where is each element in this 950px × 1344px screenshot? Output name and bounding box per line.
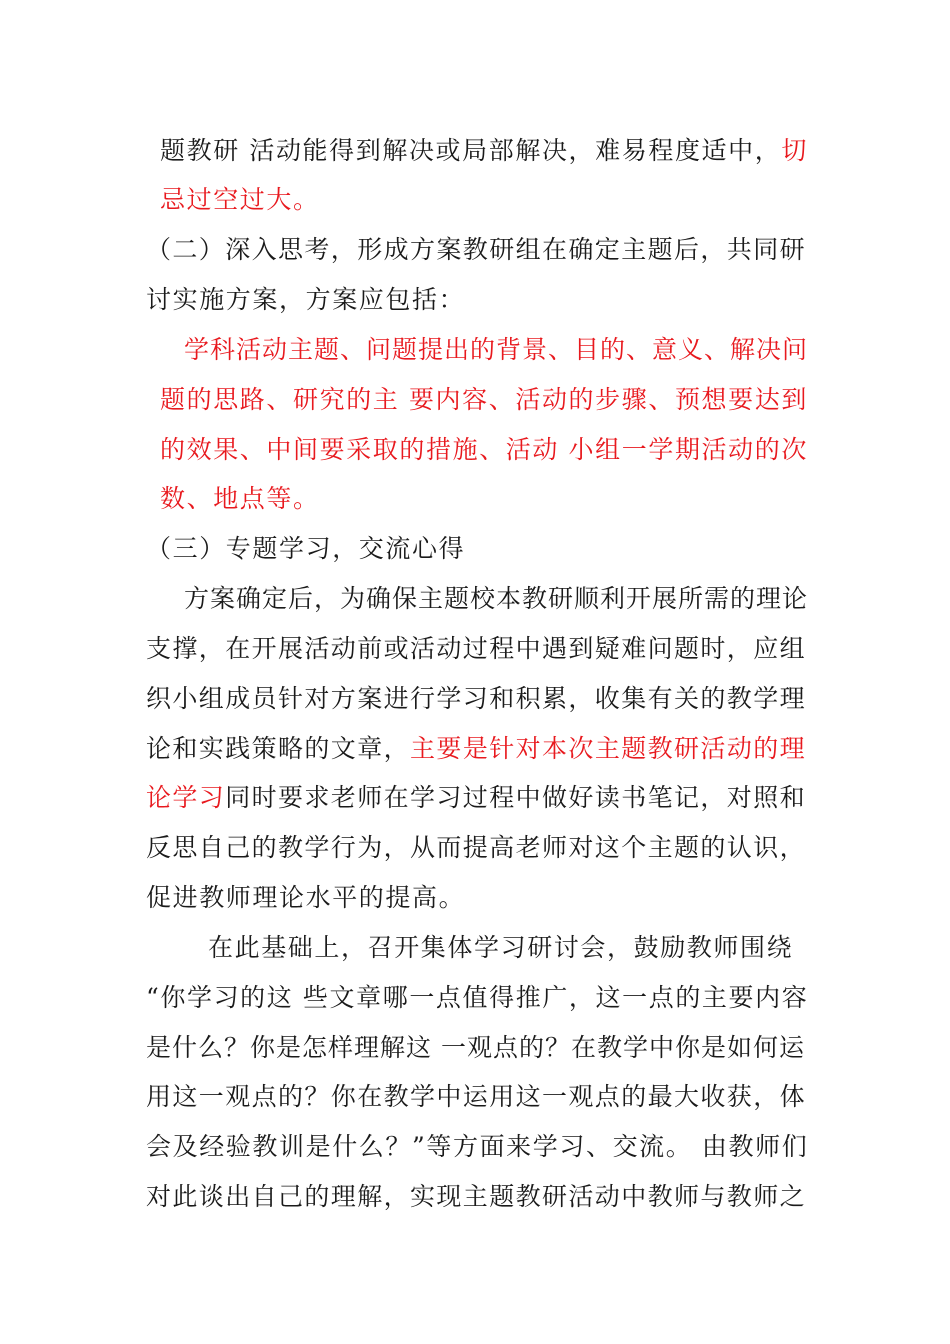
section-heading-2 bbox=[146, 235, 806, 265]
line-20-text: 用这一观点的？你在教学中运用这一观点的最大收获，体 bbox=[146, 1082, 807, 1111]
line-1-highlight: 切 bbox=[781, 136, 808, 165]
line-11 bbox=[146, 634, 806, 664]
line-13-highlight: 主要是针对本次主题教研活动的理 bbox=[410, 734, 807, 763]
line-5-highlight: 学科活动主题、问题提出的背景、目的、意义、解决问 bbox=[184, 335, 809, 364]
line-8 bbox=[160, 484, 320, 514]
line-14-highlight: 论学习 bbox=[146, 783, 226, 812]
line-9-text: （三）专题学习，交流心得 bbox=[146, 534, 466, 563]
line-2 bbox=[160, 185, 320, 215]
line-13 bbox=[146, 734, 806, 764]
line-12-text: 织小组成员针对方案进行学习和积累，收集有关的教学理 bbox=[146, 684, 807, 713]
line-6 bbox=[160, 385, 808, 415]
section-heading-3 bbox=[146, 534, 465, 564]
line-22 bbox=[146, 1182, 806, 1212]
line-15-text: 反思自己的教学行为，从而提高老师对这个主题的认识， bbox=[146, 833, 807, 862]
line-4-text: 讨实施方案，方案应包括： bbox=[146, 285, 466, 314]
line-21 bbox=[146, 1132, 808, 1162]
line-11-text: 支撑，在开展活动前或活动过程中遇到疑难问题时，应组 bbox=[146, 634, 807, 663]
line-17-text: 在此基础上，召开集体学习研讨会，鼓励教师围绕 bbox=[208, 933, 794, 962]
line-16-text: 促进教师理论水平的提高。 bbox=[146, 883, 466, 912]
line-10 bbox=[184, 584, 808, 614]
line-2-highlight: 忌过空过大。 bbox=[160, 185, 320, 214]
line-18-text: “你学习的这 些文章哪一点值得推广，这一点的主要内容 bbox=[146, 983, 809, 1012]
line-19-text: 是什么？你是怎样理解这 一观点的？在教学中你是如何运 bbox=[146, 1033, 805, 1062]
line-3-text: （二）深入思考，形成方案教研组在确定主题后，共同研 bbox=[146, 235, 807, 264]
line-13-text: 论和实践策略的文章， bbox=[146, 734, 411, 763]
line-21-text: 会及经验教训是什么？”等方面来学习、交流。 由教师们 bbox=[146, 1132, 809, 1161]
line-7 bbox=[160, 435, 808, 465]
line-19 bbox=[146, 1033, 805, 1063]
line-15 bbox=[146, 833, 806, 863]
line-1 bbox=[160, 136, 808, 166]
line-20 bbox=[146, 1082, 806, 1112]
line-5 bbox=[184, 335, 808, 365]
line-10-text: 方案确定后，为确保主题校本教研顺利开展所需的理论 bbox=[184, 584, 809, 613]
line-14-text: 同时要求老师在学习过程中做好读书笔记，对照和 bbox=[225, 783, 807, 812]
line-12 bbox=[146, 684, 806, 714]
line-4 bbox=[146, 285, 465, 315]
line-6-highlight: 题的思路、研究的主 要内容、活动的步骤、预想要达到 bbox=[160, 385, 808, 414]
line-17 bbox=[208, 933, 793, 963]
line-16 bbox=[146, 883, 465, 913]
line-22-text: 对此谈出自己的理解，实现主题教研活动中教师与教师之 bbox=[146, 1182, 807, 1211]
line-8-highlight: 数、地点等。 bbox=[160, 484, 320, 513]
line-14 bbox=[146, 783, 806, 813]
line-18 bbox=[146, 983, 808, 1013]
line-1-text: 题教研 活动能得到解决或局部解决，难易程度适中， bbox=[160, 136, 782, 165]
line-7-highlight: 的效果、中间要采取的措施、活动 小组一学期活动的次 bbox=[160, 435, 808, 464]
